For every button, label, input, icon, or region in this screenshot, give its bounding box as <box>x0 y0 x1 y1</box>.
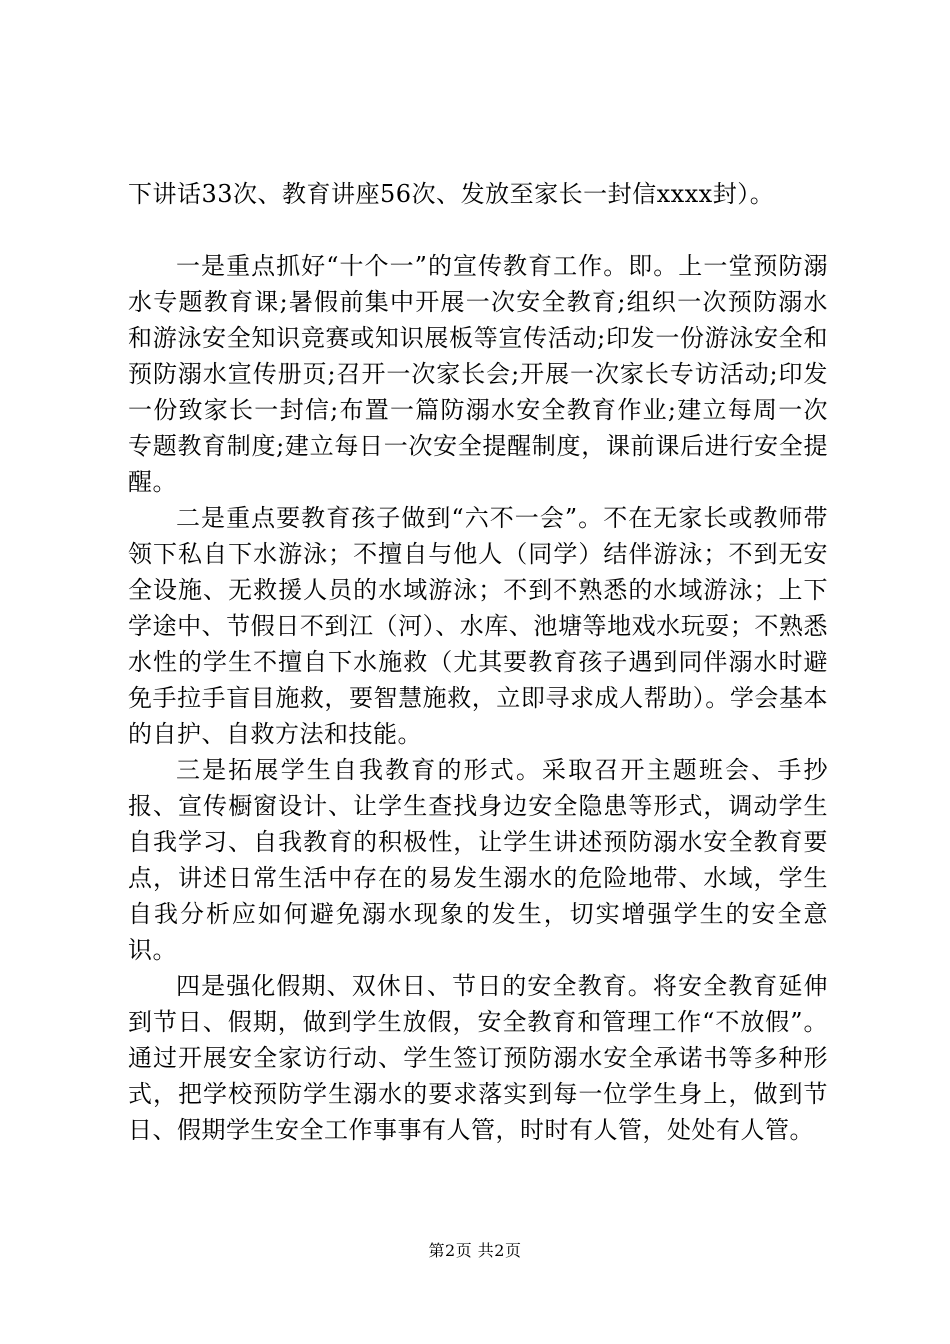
continued-line: 下讲话33次、教育讲座56次、发放至家长一封信xxxx封）。 <box>128 180 775 208</box>
paragraph-4: 四是强化假期、双休日、节日的安全教育。将安全教育延伸到节日、假期，做到学生放假，安全教育和管理工作“不放假”。通过开展安全家访行动、学生签订预防溺水安全承诺书等多种形式，把学校预防学生溺水的要求落实到每一位学生身上，做到节日、假期学生安全工作事事有人管，时时有人管，处处有人管。 <box>128 972 828 1144</box>
paragraph-3: 三是拓展学生自我教育的形式。采取召开主题班会、手抄报、宣传橱窗设计、让学生查找身边安全隐患等形式，调动学生自我学习、自我教育的积极性，让学生讲述预防溺水安全教育要点，讲述日常生活中存在的易发生溺水的危险地带、水域，学生自我分析应如何避免溺水现象的发生，切实增强学生的安全意识。 <box>128 756 828 964</box>
document-body <box>128 176 828 1148</box>
blank-line <box>128 212 828 248</box>
page-footer: 第2页 共2页 <box>428 1241 522 1260</box>
paragraph-2: 二是重点要教育孩子做到“六不一会”。不在无家长或教师带领下私自下水游泳；不擅自与他人（同学）结伴游泳；不到无安全设施、无救援人员的水域游泳；不到不熟悉的水域游泳；上下学途中、节假日不到江（河）、水库、池塘等地戏水玩耍；不熟悉水性的学生不擅自下水施救（尤其要教育孩子遇到同伴溺水时避免手拉手盲目施救，要智慧施救，立即寻求成人帮助）。学会基本的自护、自救方法和技能。 <box>128 504 828 748</box>
paragraph-1: 一是重点抓好“十个一”的宣传教育工作。即。上一堂预防溺水专题教育课;暑假前集中开展一次安全教育;组织一次预防溺水和游泳安全知识竞赛或知识展板等宣传活动;印发一份游泳安全和预防溺水宣传册页;召开一次家长会;开展一次家长专访活动;印发一份致家长一封信;布置一篇防溺水安全教育作业;建立每周一次专题教育制度;建立每日一次安全提醒制度，课前课后进行安全提醒。 <box>128 252 828 496</box>
